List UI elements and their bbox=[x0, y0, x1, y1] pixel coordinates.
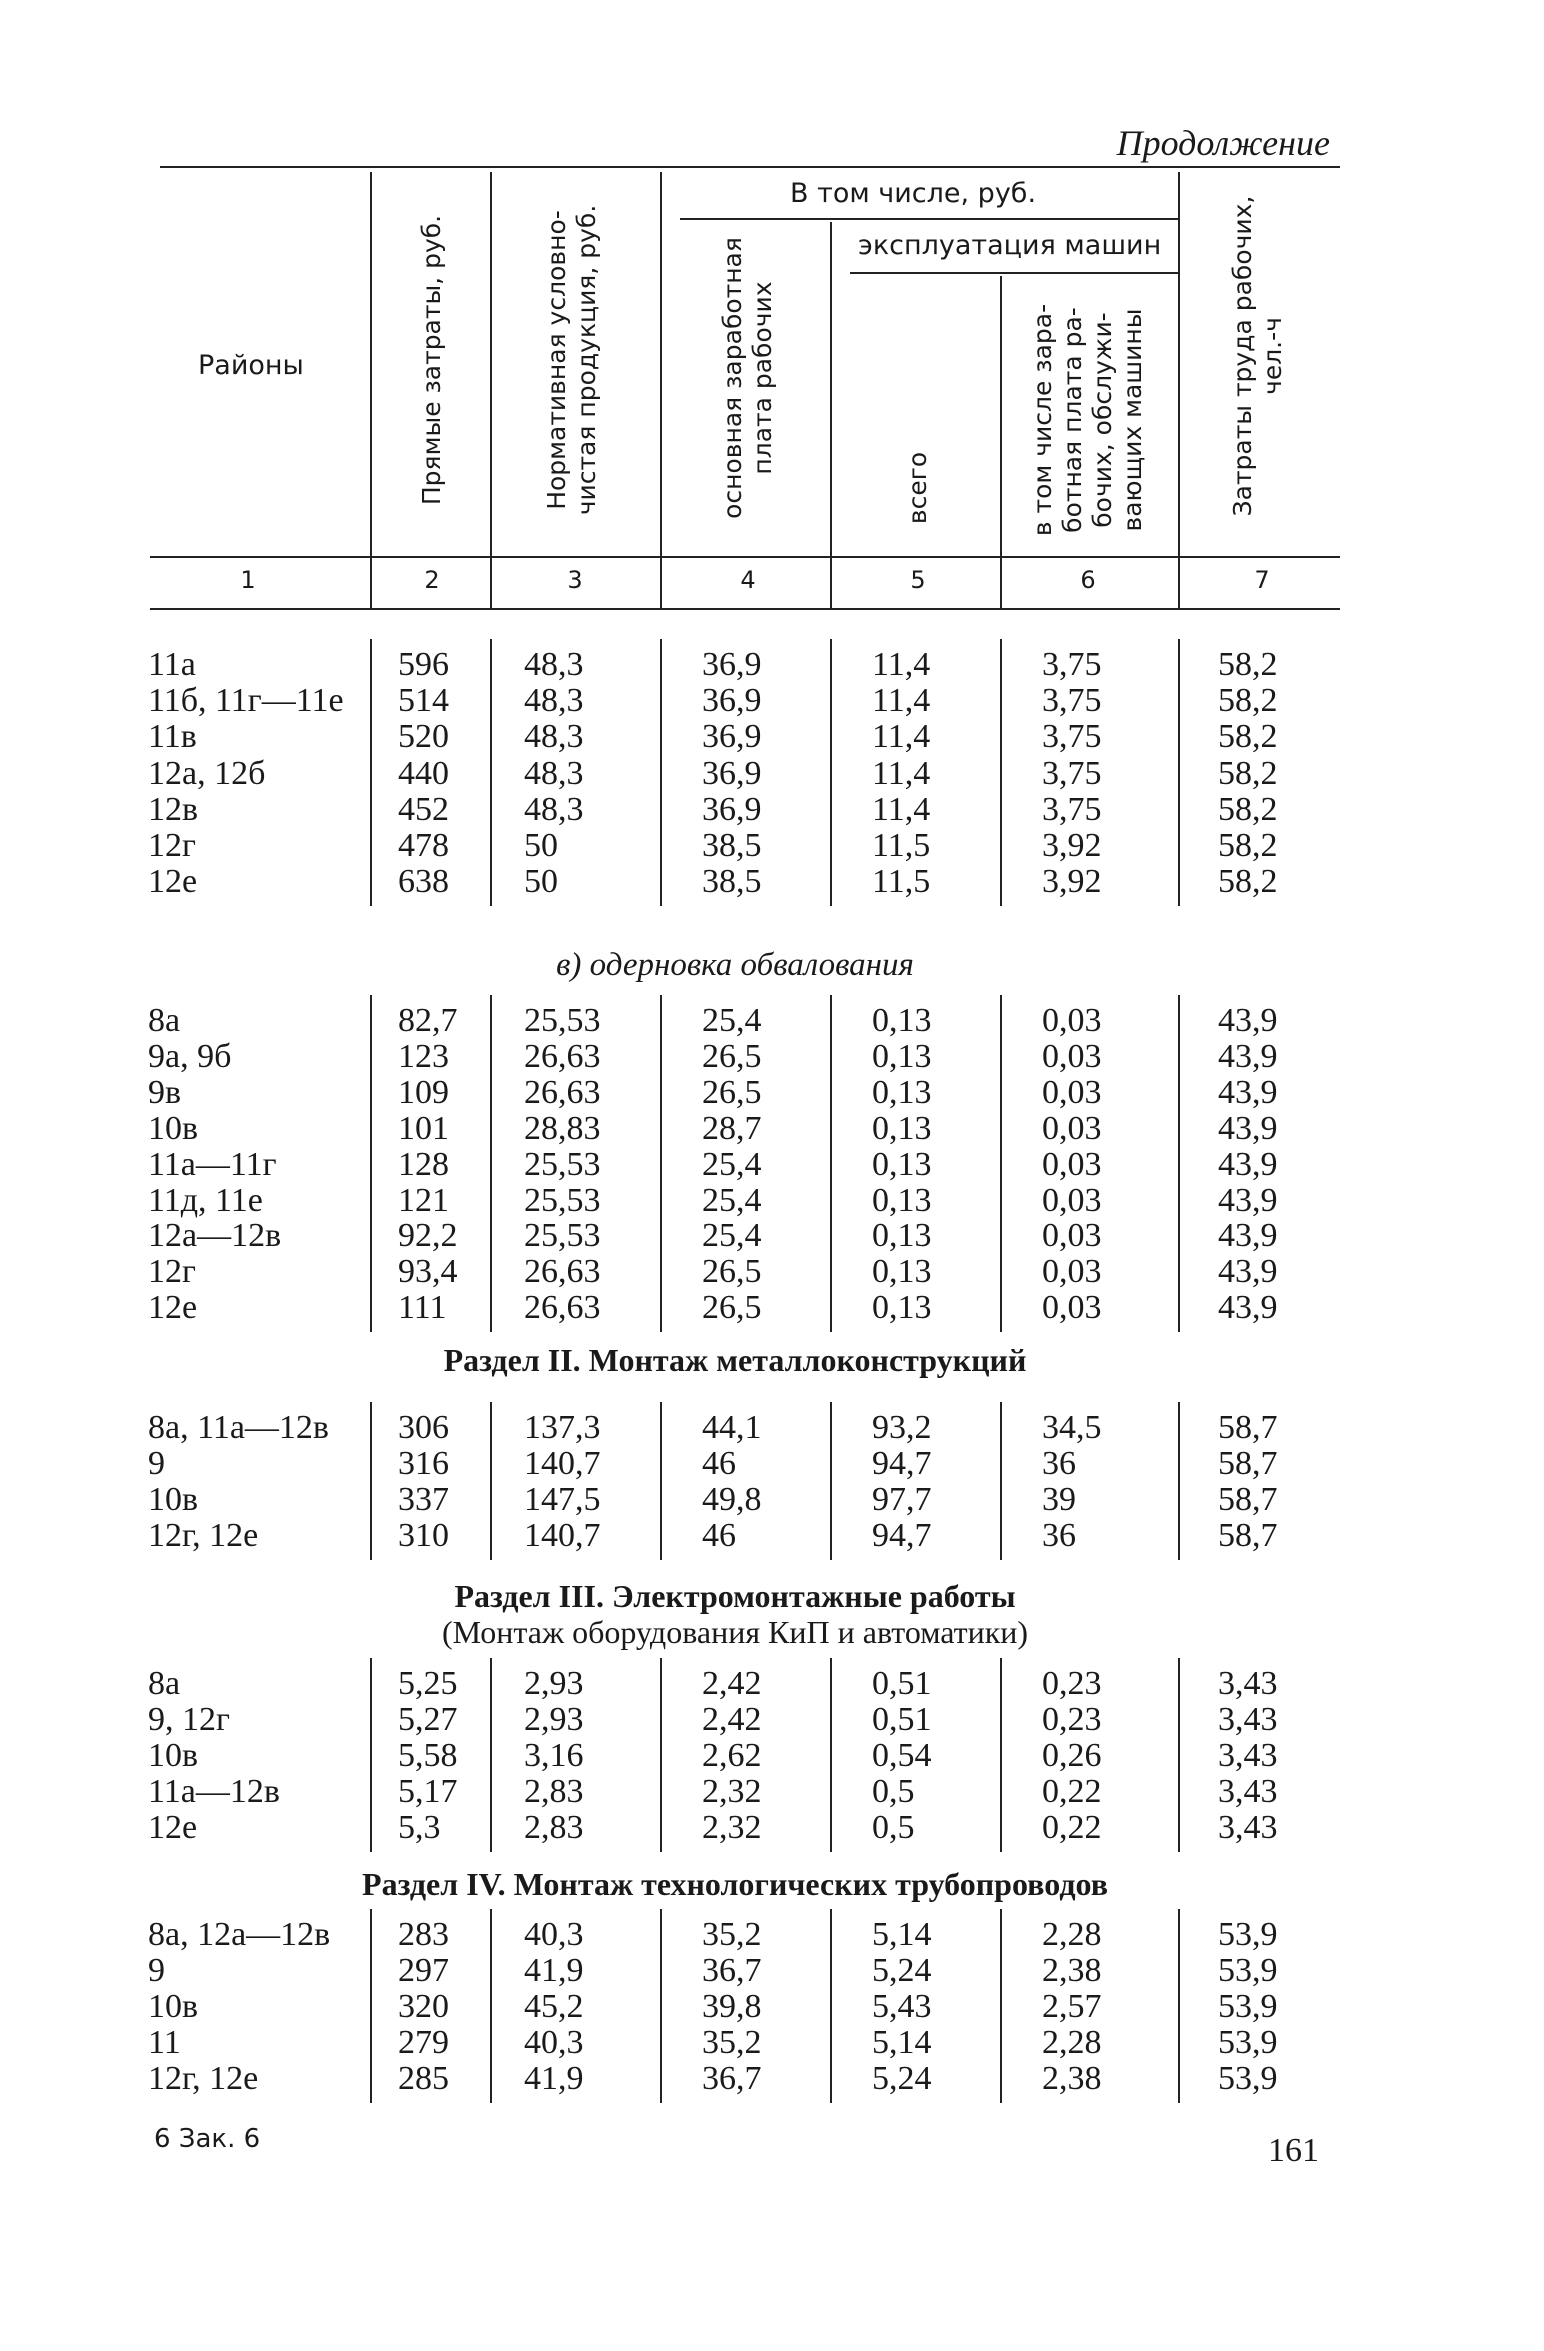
column-divider bbox=[1000, 639, 1002, 906]
row-cell-col5: 5,14 bbox=[872, 2024, 932, 2061]
column-divider bbox=[660, 1909, 662, 2103]
row-district: 8а bbox=[148, 1665, 181, 1702]
row-district: 12в bbox=[148, 790, 199, 828]
column-divider bbox=[1178, 1402, 1180, 1560]
row-cell-col3: 2,93 bbox=[524, 1665, 584, 1702]
row-cell-col5: 0,13 bbox=[872, 1217, 932, 1255]
row-cell-col7: 58,2 bbox=[1218, 754, 1278, 792]
row-cell-col5: 0,13 bbox=[872, 1037, 932, 1075]
row-cell-col5: 5,14 bbox=[872, 1916, 932, 1953]
row-cell-col6: 0,23 bbox=[1042, 1665, 1102, 1702]
column-divider bbox=[490, 639, 492, 906]
row-cell-col4: 25,4 bbox=[702, 1145, 762, 1183]
row-cell-col3: 140,7 bbox=[524, 1445, 601, 1482]
table-top-rule bbox=[160, 166, 1340, 168]
row-cell-col2: 109 bbox=[398, 1073, 449, 1111]
col-number-6: 6 bbox=[1080, 566, 1096, 594]
column-divider bbox=[370, 1402, 372, 1560]
col-number-1: 1 bbox=[240, 566, 256, 594]
row-cell-col6: 2,38 bbox=[1042, 2060, 1102, 2097]
row-cell-col6: 3,75 bbox=[1042, 646, 1102, 683]
row-cell-col6: 3,75 bbox=[1042, 682, 1102, 720]
row-cell-col4: 36,7 bbox=[702, 1952, 762, 1989]
row-cell-col2: 111 bbox=[398, 1289, 447, 1327]
row-district: 11а—11г bbox=[148, 1145, 277, 1183]
row-cell-col6: 0,03 bbox=[1042, 1037, 1102, 1075]
row-cell-col7: 58,2 bbox=[1218, 646, 1278, 683]
row-cell-col3: 40,3 bbox=[524, 1916, 584, 1953]
row-cell-col4: 46 bbox=[702, 1517, 736, 1554]
column-divider bbox=[830, 639, 832, 906]
row-cell-col6: 3,92 bbox=[1042, 863, 1102, 901]
row-district: 11д, 11е bbox=[148, 1181, 263, 1219]
row-cell-col5: 11,5 bbox=[872, 863, 931, 901]
row-cell-col4: 36,7 bbox=[702, 2060, 762, 2097]
row-district: 12е bbox=[148, 1809, 198, 1846]
row-cell-col6: 0,22 bbox=[1042, 1809, 1102, 1846]
row-cell-col2: 520 bbox=[398, 718, 449, 756]
row-cell-col6: 0,26 bbox=[1042, 1737, 1102, 1774]
row-cell-col6: 36 bbox=[1042, 1445, 1076, 1482]
row-cell-col4: 38,5 bbox=[702, 863, 762, 901]
row-district: 12а, 12б bbox=[148, 754, 266, 792]
column-divider bbox=[830, 1658, 832, 1852]
vline-h3 bbox=[660, 172, 662, 608]
row-cell-col4: 35,2 bbox=[702, 2024, 762, 2061]
row-district: 11а—12в bbox=[148, 1773, 280, 1810]
row-cell-col7: 58,2 bbox=[1218, 682, 1278, 720]
row-district: 11б, 11г—11е bbox=[148, 682, 344, 720]
row-cell-col2: 316 bbox=[398, 1445, 449, 1482]
row-cell-col6: 0,03 bbox=[1042, 1253, 1102, 1291]
row-cell-col4: 36,9 bbox=[702, 754, 762, 792]
row-cell-col5: 94,7 bbox=[872, 1445, 932, 1482]
row-cell-col3: 147,5 bbox=[524, 1481, 601, 1518]
row-cell-col3: 48,3 bbox=[524, 682, 584, 720]
row-cell-col4: 49,8 bbox=[702, 1481, 762, 1518]
row-cell-col5: 11,4 bbox=[872, 790, 931, 828]
row-district: 8а bbox=[148, 1002, 181, 1039]
row-cell-col4: 26,5 bbox=[702, 1073, 762, 1111]
row-district: 12е bbox=[148, 1289, 198, 1327]
header-col2: Прямые затраты, руб. bbox=[417, 214, 446, 506]
row-cell-col5: 0,54 bbox=[872, 1737, 932, 1774]
row-cell-col6: 2,57 bbox=[1042, 1988, 1102, 2025]
row-cell-col3: 2,83 bbox=[524, 1773, 584, 1810]
row-cell-col5: 97,7 bbox=[872, 1481, 932, 1518]
row-cell-col7: 3,43 bbox=[1218, 1737, 1278, 1774]
rule-v-tom-chisle bbox=[680, 218, 1178, 220]
row-district: 10в bbox=[148, 1109, 199, 1147]
row-cell-col4: 26,5 bbox=[702, 1037, 762, 1075]
row-district: 10в bbox=[148, 1737, 199, 1774]
row-cell-col4: 2,62 bbox=[702, 1737, 762, 1774]
row-cell-col3: 26,63 bbox=[524, 1037, 601, 1075]
row-cell-col2: 128 bbox=[398, 1145, 449, 1183]
row-district: 9 bbox=[148, 1952, 165, 1989]
row-cell-col2: 452 bbox=[398, 790, 449, 828]
row-cell-col3: 25,53 bbox=[524, 1002, 601, 1039]
page-number: 161 bbox=[1268, 2132, 1319, 2169]
row-cell-col5: 0,13 bbox=[872, 1253, 932, 1291]
row-district: 11 bbox=[148, 2024, 181, 2061]
row-cell-col6: 0,03 bbox=[1042, 1109, 1102, 1147]
row-cell-col2: 310 bbox=[398, 1517, 449, 1554]
row-cell-col2: 283 bbox=[398, 1916, 449, 1953]
column-divider bbox=[1178, 1909, 1180, 2103]
row-cell-col3: 2,83 bbox=[524, 1809, 584, 1846]
column-divider bbox=[660, 639, 662, 906]
row-cell-col3: 25,53 bbox=[524, 1217, 601, 1255]
row-cell-col3: 26,63 bbox=[524, 1073, 601, 1111]
row-cell-col5: 5,24 bbox=[872, 1952, 932, 1989]
row-cell-col2: 5,25 bbox=[398, 1665, 458, 1702]
column-divider bbox=[370, 1909, 372, 2103]
section-heading: Раздел IV. Монтаж технологических трубопроводов bbox=[362, 1866, 1108, 1902]
row-cell-col3: 25,53 bbox=[524, 1181, 601, 1219]
row-cell-col5: 0,51 bbox=[872, 1701, 932, 1738]
row-cell-col7: 3,43 bbox=[1218, 1665, 1278, 1702]
row-cell-col4: 2,32 bbox=[702, 1809, 762, 1846]
row-cell-col6: 0,03 bbox=[1042, 1002, 1102, 1039]
row-cell-col7: 3,43 bbox=[1218, 1773, 1278, 1810]
row-cell-col5: 0,13 bbox=[872, 1289, 932, 1327]
row-cell-col7: 43,9 bbox=[1218, 1181, 1278, 1219]
row-cell-col6: 3,75 bbox=[1042, 718, 1102, 756]
section-heading: Раздел III. Электромонтажные работы bbox=[454, 1578, 1016, 1614]
row-district: 9 bbox=[148, 1445, 165, 1482]
row-cell-col4: 38,5 bbox=[702, 827, 762, 864]
column-divider bbox=[490, 1402, 492, 1560]
row-cell-col7: 58,7 bbox=[1218, 1445, 1278, 1482]
row-cell-col6: 0,23 bbox=[1042, 1701, 1102, 1738]
row-cell-col6: 3,92 bbox=[1042, 827, 1102, 864]
row-cell-col4: 44,1 bbox=[702, 1409, 762, 1446]
row-district: 12г bbox=[148, 827, 196, 864]
column-divider bbox=[490, 995, 492, 1332]
row-cell-col7: 58,2 bbox=[1218, 863, 1278, 901]
row-cell-col2: 5,58 bbox=[398, 1737, 458, 1774]
row-cell-col7: 43,9 bbox=[1218, 1289, 1278, 1327]
row-cell-col3: 48,3 bbox=[524, 718, 584, 756]
column-divider bbox=[490, 1658, 492, 1852]
column-divider bbox=[660, 1402, 662, 1560]
col-number-7: 7 bbox=[1254, 566, 1270, 594]
row-district: 8а, 11а—12в bbox=[148, 1409, 329, 1446]
col-number-4: 4 bbox=[740, 566, 756, 594]
row-cell-col2: 5,27 bbox=[398, 1701, 458, 1738]
row-cell-col2: 5,17 bbox=[398, 1773, 458, 1810]
header-v-tom-chisle: В том числе, руб. bbox=[790, 178, 1037, 209]
row-cell-col7: 43,9 bbox=[1218, 1145, 1278, 1183]
row-cell-col5: 0,13 bbox=[872, 1181, 932, 1219]
header-rayony: Районы bbox=[198, 350, 304, 381]
row-cell-col7: 43,9 bbox=[1218, 1217, 1278, 1255]
row-cell-col2: 297 bbox=[398, 1952, 449, 1989]
row-cell-col3: 2,93 bbox=[524, 1701, 584, 1738]
row-cell-col4: 25,4 bbox=[702, 1002, 762, 1039]
row-cell-col3: 45,2 bbox=[524, 1988, 584, 2025]
row-cell-col4: 39,8 bbox=[702, 1988, 762, 2025]
header-col4: основная заработная плата рабочих bbox=[718, 237, 777, 519]
row-cell-col7: 53,9 bbox=[1218, 2024, 1278, 2061]
row-cell-col2: 92,2 bbox=[398, 1217, 458, 1255]
row-cell-col7: 53,9 bbox=[1218, 1952, 1278, 1989]
row-cell-col2: 337 bbox=[398, 1481, 449, 1518]
row-cell-col7: 43,9 bbox=[1218, 1002, 1278, 1039]
row-cell-col4: 25,4 bbox=[702, 1217, 762, 1255]
continuation-label: Продолжение bbox=[1116, 123, 1330, 163]
column-divider bbox=[660, 995, 662, 1332]
row-cell-col7: 58,2 bbox=[1218, 790, 1278, 828]
footer-order-number: 6 Зак. 6 bbox=[154, 2124, 261, 2154]
row-cell-col3: 26,63 bbox=[524, 1253, 601, 1291]
row-cell-col4: 35,2 bbox=[702, 1916, 762, 1953]
rule-ekspluatatsiya bbox=[850, 272, 1178, 274]
row-cell-col5: 0,5 bbox=[872, 1773, 915, 1810]
row-cell-col3: 3,16 bbox=[524, 1737, 584, 1774]
vline-h4 bbox=[830, 222, 832, 608]
row-cell-col6: 0,22 bbox=[1042, 1773, 1102, 1810]
row-cell-col5: 0,51 bbox=[872, 1665, 932, 1702]
row-district: 11в bbox=[148, 718, 197, 756]
row-cell-col6: 34,5 bbox=[1042, 1409, 1102, 1446]
row-cell-col5: 0,13 bbox=[872, 1145, 932, 1183]
row-cell-col5: 0,13 bbox=[872, 1109, 932, 1147]
row-cell-col2: 440 bbox=[398, 754, 449, 792]
row-cell-col7: 53,9 bbox=[1218, 2060, 1278, 2097]
row-cell-col7: 43,9 bbox=[1218, 1037, 1278, 1075]
row-cell-col3: 41,9 bbox=[524, 1952, 584, 1989]
row-district: 8а, 12а—12в bbox=[148, 1916, 331, 1953]
rule-colnums-bottom bbox=[150, 608, 1340, 610]
row-cell-col2: 478 bbox=[398, 827, 449, 864]
row-cell-col7: 3,43 bbox=[1218, 1701, 1278, 1738]
row-district: 12а—12в bbox=[148, 1217, 282, 1255]
row-cell-col5: 11,5 bbox=[872, 827, 931, 864]
row-cell-col5: 11,4 bbox=[872, 682, 931, 720]
row-cell-col2: 121 bbox=[398, 1181, 449, 1219]
row-cell-col3: 41,9 bbox=[524, 2060, 584, 2097]
column-divider bbox=[830, 1402, 832, 1560]
column-divider bbox=[1000, 1909, 1002, 2103]
row-cell-col7: 53,9 bbox=[1218, 1916, 1278, 1953]
row-cell-col6: 0,03 bbox=[1042, 1181, 1102, 1219]
row-cell-col3: 50 bbox=[524, 863, 558, 901]
row-cell-col3: 137,3 bbox=[524, 1409, 601, 1446]
row-cell-col3: 25,53 bbox=[524, 1145, 601, 1183]
header-ekspluatatsiya: эксплуатация машин bbox=[858, 230, 1162, 261]
row-cell-col2: 101 bbox=[398, 1109, 449, 1147]
row-cell-col5: 11,4 bbox=[872, 646, 931, 683]
row-cell-col3: 48,3 bbox=[524, 790, 584, 828]
row-cell-col3: 50 bbox=[524, 827, 558, 864]
row-cell-col6: 0,03 bbox=[1042, 1289, 1102, 1327]
row-district: 10в bbox=[148, 1481, 199, 1518]
col-number-2: 2 bbox=[424, 566, 440, 594]
row-cell-col7: 3,43 bbox=[1218, 1809, 1278, 1846]
row-district: 10в bbox=[148, 1988, 199, 2025]
header-col5: всего bbox=[903, 451, 932, 525]
row-district: 12г, 12е bbox=[148, 2060, 259, 2097]
row-cell-col7: 58,7 bbox=[1218, 1517, 1278, 1554]
header-col3: Нормативная условно- чистая продукция, руб. bbox=[542, 204, 601, 516]
row-cell-col5: 11,4 bbox=[872, 754, 931, 792]
column-divider bbox=[370, 639, 372, 906]
row-cell-col5: 5,43 bbox=[872, 1988, 932, 2025]
section-heading: в) одерновка обвалования bbox=[556, 947, 914, 983]
vline-h6 bbox=[1178, 172, 1180, 608]
row-cell-col2: 82,7 bbox=[398, 1002, 458, 1039]
row-cell-col3: 48,3 bbox=[524, 754, 584, 792]
row-district: 9в bbox=[148, 1073, 182, 1111]
section-heading: Раздел II. Монтаж металлоконструкций bbox=[443, 1342, 1027, 1378]
row-cell-col6: 0,03 bbox=[1042, 1217, 1102, 1255]
row-cell-col2: 123 bbox=[398, 1037, 449, 1075]
column-divider bbox=[370, 1658, 372, 1852]
row-cell-col3: 40,3 bbox=[524, 2024, 584, 2061]
row-cell-col7: 43,9 bbox=[1218, 1109, 1278, 1147]
row-cell-col4: 36,9 bbox=[702, 682, 762, 720]
row-cell-col5: 0,13 bbox=[872, 1073, 932, 1111]
row-cell-col3: 48,3 bbox=[524, 646, 584, 683]
row-district: 12г bbox=[148, 1253, 196, 1291]
row-cell-col6: 0,03 bbox=[1042, 1145, 1102, 1183]
row-cell-col5: 94,7 bbox=[872, 1517, 932, 1554]
header-col6: в том числе зара- ботная плата ра- бочих, обслужи- вающих машины bbox=[1028, 303, 1147, 537]
row-cell-col7: 53,9 bbox=[1218, 1988, 1278, 2025]
row-cell-col7: 58,7 bbox=[1218, 1481, 1278, 1518]
column-divider bbox=[830, 995, 832, 1332]
row-cell-col6: 3,75 bbox=[1042, 790, 1102, 828]
col-number-3: 3 bbox=[567, 566, 583, 594]
row-cell-col4: 36,9 bbox=[702, 718, 762, 756]
row-cell-col7: 58,2 bbox=[1218, 718, 1278, 756]
section-subheading: (Монтаж оборудования КиП и автоматики) bbox=[441, 1614, 1029, 1650]
row-cell-col6: 3,75 bbox=[1042, 754, 1102, 792]
row-cell-col6: 39 bbox=[1042, 1481, 1076, 1518]
row-cell-col6: 36 bbox=[1042, 1517, 1076, 1554]
row-cell-col6: 2,38 bbox=[1042, 1952, 1102, 1989]
row-cell-col4: 36,9 bbox=[702, 646, 762, 683]
row-cell-col4: 26,5 bbox=[702, 1289, 762, 1327]
column-divider bbox=[370, 995, 372, 1332]
column-divider bbox=[1000, 1658, 1002, 1852]
row-cell-col7: 58,7 bbox=[1218, 1409, 1278, 1446]
row-cell-col2: 320 bbox=[398, 1988, 449, 2025]
row-cell-col4: 28,7 bbox=[702, 1109, 762, 1147]
column-divider bbox=[490, 1909, 492, 2103]
row-cell-col4: 25,4 bbox=[702, 1181, 762, 1219]
row-cell-col3: 28,83 bbox=[524, 1109, 601, 1147]
rule-header-bottom bbox=[150, 556, 1340, 558]
row-cell-col2: 5,3 bbox=[398, 1809, 441, 1846]
row-cell-col2: 285 bbox=[398, 2060, 449, 2097]
row-cell-col4: 2,42 bbox=[702, 1665, 762, 1702]
header-col7: Затраты труда рабочих, чел.-ч bbox=[1228, 195, 1287, 517]
row-district: 9а, 9б bbox=[148, 1037, 232, 1075]
row-cell-col6: 0,03 bbox=[1042, 1073, 1102, 1111]
column-divider bbox=[1000, 995, 1002, 1332]
row-cell-col5: 11,4 bbox=[872, 718, 931, 756]
row-cell-col2: 638 bbox=[398, 863, 449, 901]
column-divider bbox=[830, 1909, 832, 2103]
row-district: 12е bbox=[148, 863, 198, 901]
row-district: 11а bbox=[148, 646, 196, 683]
row-cell-col2: 306 bbox=[398, 1409, 449, 1446]
row-cell-col4: 36,9 bbox=[702, 790, 762, 828]
row-cell-col2: 93,4 bbox=[398, 1253, 458, 1291]
column-divider bbox=[1178, 995, 1180, 1332]
row-cell-col5: 0,13 bbox=[872, 1002, 932, 1039]
row-cell-col7: 43,9 bbox=[1218, 1073, 1278, 1111]
row-cell-col4: 2,32 bbox=[702, 1773, 762, 1810]
row-district: 9, 12г bbox=[148, 1701, 230, 1738]
column-divider bbox=[1178, 639, 1180, 906]
row-cell-col5: 0,5 bbox=[872, 1809, 915, 1846]
column-divider bbox=[1178, 1658, 1180, 1852]
row-cell-col6: 2,28 bbox=[1042, 1916, 1102, 1953]
row-cell-col3: 26,63 bbox=[524, 1289, 601, 1327]
vline-h5 bbox=[1000, 276, 1002, 608]
row-cell-col3: 140,7 bbox=[524, 1517, 601, 1554]
row-cell-col6: 2,28 bbox=[1042, 2024, 1102, 2061]
column-divider bbox=[1000, 1402, 1002, 1560]
col-number-5: 5 bbox=[910, 566, 926, 594]
row-cell-col4: 46 bbox=[702, 1445, 736, 1482]
row-district: 12г, 12е bbox=[148, 1517, 259, 1554]
vline-h1 bbox=[370, 172, 372, 608]
column-divider bbox=[660, 1658, 662, 1852]
row-cell-col2: 596 bbox=[398, 646, 449, 683]
row-cell-col5: 5,24 bbox=[872, 2060, 932, 2097]
vline-h2 bbox=[490, 172, 492, 608]
row-cell-col7: 58,2 bbox=[1218, 827, 1278, 864]
row-cell-col4: 2,42 bbox=[702, 1701, 762, 1738]
row-cell-col5: 93,2 bbox=[872, 1409, 932, 1446]
row-cell-col2: 279 bbox=[398, 2024, 449, 2061]
row-cell-col2: 514 bbox=[398, 682, 449, 720]
row-cell-col7: 43,9 bbox=[1218, 1253, 1278, 1291]
row-cell-col4: 26,5 bbox=[702, 1253, 762, 1291]
